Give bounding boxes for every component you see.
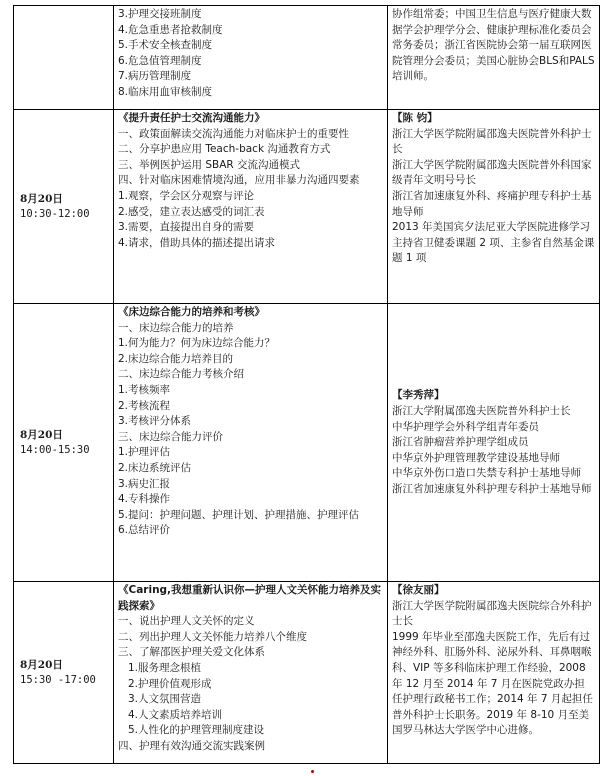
time-cell xyxy=(14,304,114,582)
speaker-name: 【陈 钧】 xyxy=(392,112,438,124)
content-line: 二、床边综合能力考核介绍 xyxy=(118,368,244,381)
content-line: 4.请求，借助具体的描述提出请求 xyxy=(118,236,276,249)
time-cell xyxy=(14,110,114,304)
content-line: 4.专科操作 xyxy=(118,493,171,506)
content-line: 7.病历管理制度 xyxy=(118,70,192,83)
speaker-bio: 中华京外伤口造口失禁专科护士基地导师 xyxy=(392,467,581,480)
content-line: 3.护理交接班制度 xyxy=(118,8,202,20)
session-title: 《Caring,我想重新认识你—护理人文关怀能力培养及实践探索》 xyxy=(118,584,382,612)
content-line: 一、说出护理人文关怀的定义 xyxy=(118,615,255,628)
session-time: 15:30 -17:00 xyxy=(20,673,96,686)
content-line: 2.感受，建立表达感受的词汇表 xyxy=(118,205,265,218)
content-line: 三、了解邵医护理关爱文化体系 xyxy=(118,646,265,659)
table-row xyxy=(14,304,600,582)
session-date: 8月20日 xyxy=(20,658,63,671)
content-line: 2.床边系统评估 xyxy=(118,461,192,474)
content-line: 6.危急值管理制度 xyxy=(118,54,202,67)
content-line: 1.何为能力？何为床边综合能力？ xyxy=(118,337,276,350)
content-line: 三、举例医护运用 SBAR 交流沟通模式 xyxy=(118,158,301,171)
content-line: 8.临床用血审核制度 xyxy=(118,85,213,98)
content-cell xyxy=(114,6,388,110)
content-line: 4.危急重患者抢救制度 xyxy=(118,23,223,36)
table-row xyxy=(14,110,600,304)
content-line: 3.需要，直接提出自身的需要 xyxy=(118,221,255,234)
time-cell xyxy=(14,582,114,764)
speaker-bio: 2013 年美国宾夕法尼亚大学医院进修学习 xyxy=(392,221,591,234)
session-date: 8月20日 xyxy=(20,192,63,205)
session-time: 10:30-12:00 xyxy=(20,207,90,220)
speaker-name: 【李秀萍】 xyxy=(392,389,445,402)
content-line: 3.人文氛围营造 xyxy=(128,693,202,706)
session-date: 8月20日 xyxy=(20,428,63,441)
speaker-name: 【徐友丽】 xyxy=(392,584,445,596)
content-line: 3.病史汇报 xyxy=(118,477,171,490)
content-line: 1.考核频率 xyxy=(118,383,171,396)
content-line: 5.提问：护理问题、护理计划、护理措施、护理评估 xyxy=(118,508,360,521)
content-line: 5.人性化的护理管理制度建设 xyxy=(128,724,265,737)
content-line: 4.人文素质培养培训 xyxy=(128,708,223,721)
speaker-bio: 浙江大学附属邵逸夫医院普外科护士长 xyxy=(392,405,571,418)
content-line: 3.考核评分体系 xyxy=(118,415,192,428)
content-line: 一、政策面解读交流沟通能力对临床护士的重要性 xyxy=(118,127,349,140)
time-cell xyxy=(14,6,114,110)
speaker-bio: 中华京外护理管理教学建设基地导师 xyxy=(392,451,560,464)
speaker-cell xyxy=(388,582,600,764)
speaker-cell xyxy=(388,110,600,304)
content-cell xyxy=(114,582,388,764)
content-line: 一、床边综合能力的培养 xyxy=(118,321,234,334)
speaker-bio: 1999 年毕业至邵逸夫医院工作，先后有过神经外科、肛肠外科、泌尿外科、耳鼻咽喉科、VIP 等多科临床护理工作经验，2008 年 12 月至 2014 年 7 月在医院党政办担任护理行政秘书工作；2014 年 7 月起担任普外科护士长职务。2019 年 8-10 月至美国罗马林达大学医学中心进修。 xyxy=(392,630,593,737)
content-line: 二、分享护患应用 Teach-back 沟通教育方式 xyxy=(118,143,331,156)
speaker-bio: 中华护理学会外科学组青年委员 xyxy=(392,420,539,433)
speaker-bio: 浙江省加速康复外科、疼痛护理专科护士基地导师 xyxy=(392,189,592,218)
speaker-bio: 协作组常委；中国卫生信息与医疗健康大数据学会护理学分会、健康护理标准化委员会常务委员；浙江省医院协会第一届互联网医院管理分会委员；美国心脏协会BLS和PALS培训师。 xyxy=(392,8,595,83)
content-line: 6.总结评价 xyxy=(118,524,171,537)
content-line: 二、列出护理人文关怀能力培养八个维度 xyxy=(118,630,307,643)
content-line: 四、护理有效沟通交流实践案例 xyxy=(118,739,265,752)
speaker-bio: 浙江大学医学院附属邵逸夫医院综合外科护士长 xyxy=(392,599,592,628)
content-line: 1.护理评估 xyxy=(118,446,171,459)
session-time: 14:00-15:30 xyxy=(20,443,90,456)
session-title: 《提升责任护士交流沟通能力》 xyxy=(118,112,265,124)
schedule-table xyxy=(13,5,600,764)
table-row xyxy=(14,6,600,110)
content-line: 2.考核流程 xyxy=(118,399,171,412)
speaker-bio: 浙江省加速康复外科护理专科护士基地导师 xyxy=(392,482,592,495)
speaker-cell xyxy=(388,6,600,110)
session-title: 《床边综合能力的培养和考核》 xyxy=(118,306,265,318)
speaker-bio: 浙江大学医学院附属邵逸夫医院普外科国家级青年文明号号长 xyxy=(392,158,592,187)
content-line: 2.床边综合能力培养目的 xyxy=(118,352,234,365)
content-line: 2.护理价值观形成 xyxy=(128,677,212,690)
content-cell xyxy=(114,304,388,582)
speaker-bio: 浙江省肿瘤营养护理学组成员 xyxy=(392,436,529,449)
speaker-cell xyxy=(388,304,600,582)
table-row xyxy=(14,582,600,764)
speaker-bio: 主持省卫健委课题 2 项、主参省自然基金课题 1 项 xyxy=(392,236,595,265)
content-line: 四、针对临床困难情境沟通，应用非暴力沟通四要素 xyxy=(118,174,360,187)
speaker-bio: 浙江大学医学院附属邵逸夫医院普外科护士长 xyxy=(392,127,592,156)
content-line: 1.观察，学会区分观察与评论 xyxy=(118,189,255,202)
content-cell xyxy=(114,110,388,304)
content-line: 三、床边综合能力评价 xyxy=(118,430,223,443)
content-line: 1.服务理念根植 xyxy=(128,661,202,674)
content-line: 5.手术安全核查制度 xyxy=(118,39,213,52)
page-marker xyxy=(311,770,314,773)
